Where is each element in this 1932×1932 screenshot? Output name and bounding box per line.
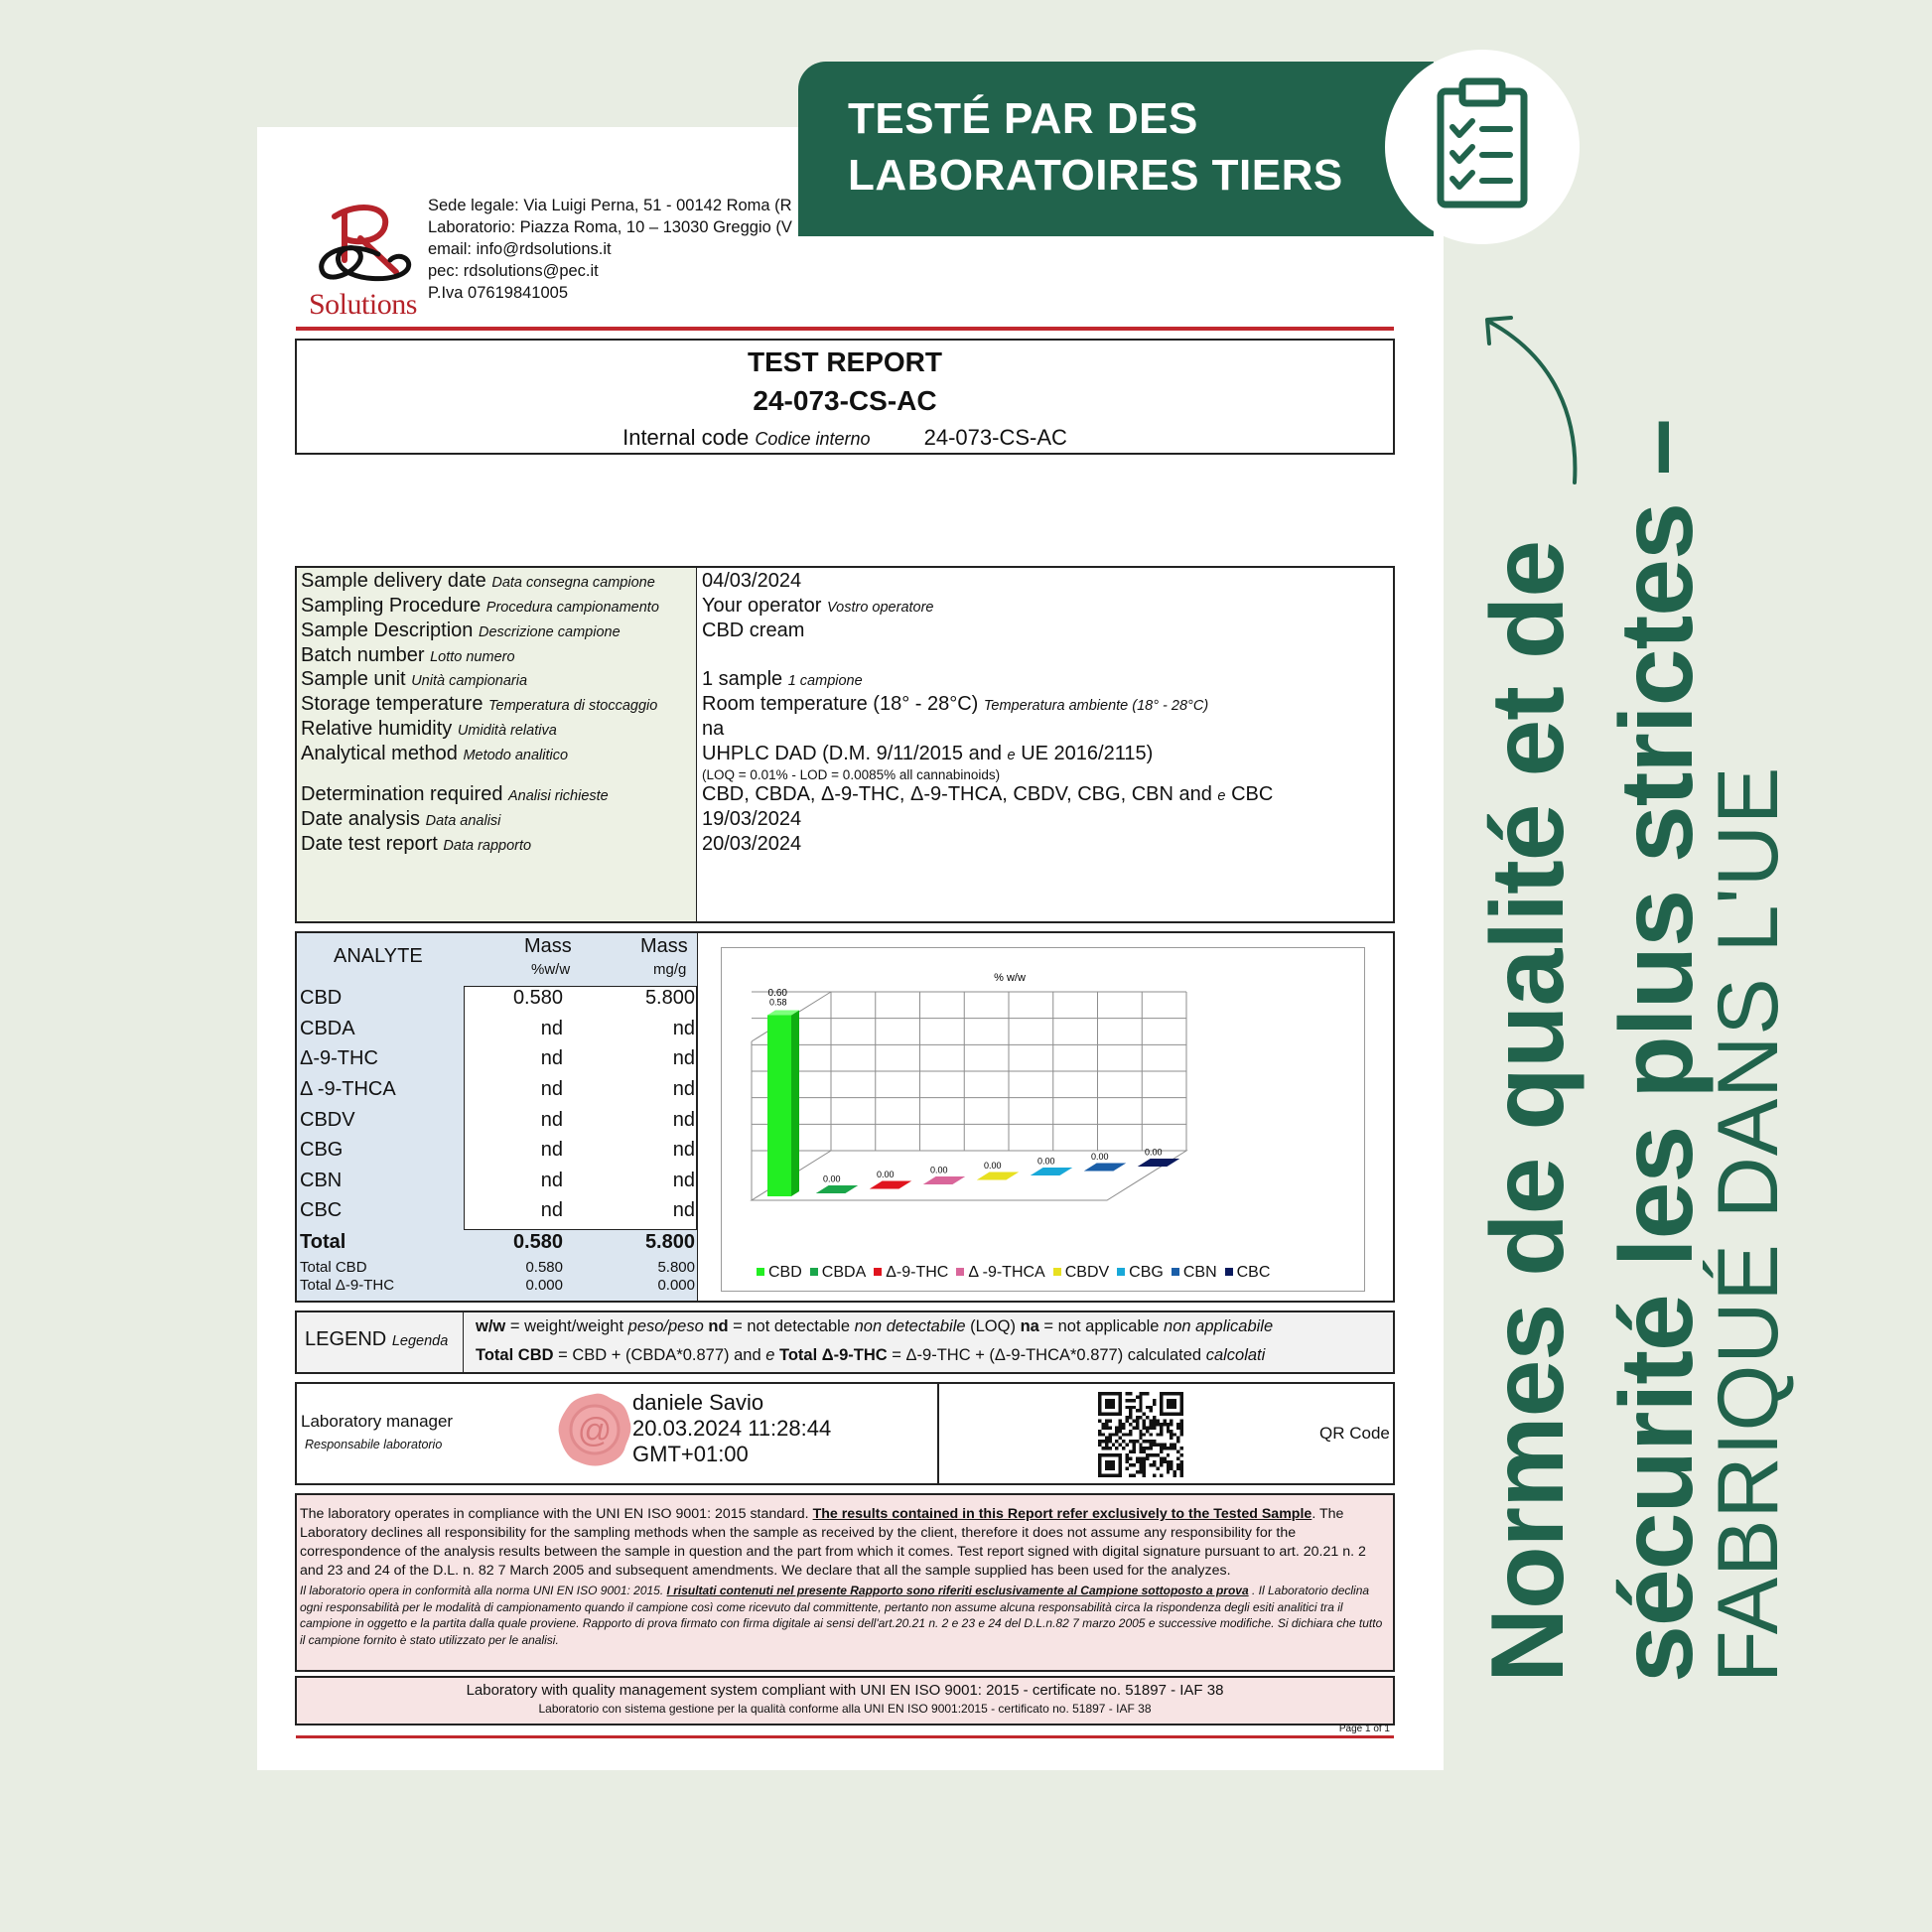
- report-title-box: [295, 339, 1395, 455]
- banner-line-2: LABORATOIRES TIERS: [848, 151, 1343, 200]
- info-row: [297, 783, 1393, 811]
- signature-timezone: GMT+01:00: [632, 1442, 749, 1466]
- analyte-row: [297, 1047, 697, 1077]
- mass-pct-value: nd: [540, 1170, 563, 1191]
- info-label: Determination required Analisi richieste: [301, 783, 609, 805]
- subtotal-pct: 0.000: [525, 1277, 563, 1294]
- bar-value-label: 0.00: [1091, 1152, 1109, 1162]
- info-label: Batch number Lotto numero: [301, 644, 515, 666]
- legend-entry-label: CBD: [768, 1264, 802, 1281]
- legend-swatch: [757, 1268, 764, 1276]
- legend-line-1: w/w = weight/weight peso/peso nd = not detectable non detectabile (LOQ) na = not applicable non applicabile: [476, 1317, 1274, 1335]
- info-label: Date test report Data rapporto: [301, 833, 532, 855]
- total-thc-row: [297, 1277, 697, 1295]
- certification-box: [295, 1676, 1395, 1725]
- info-label: Storage temperature Temperatura di stoccaggio: [301, 693, 658, 715]
- mass-mg-value: nd: [672, 1170, 695, 1191]
- analyte-row: [297, 987, 697, 1017]
- legend-entry: [874, 1264, 948, 1281]
- chart-legend: [757, 1264, 1278, 1282]
- info-row: [297, 833, 1393, 861]
- analyte-name: CBC: [300, 1199, 343, 1221]
- total-label: Total: [300, 1231, 346, 1253]
- legend-entry-label: CBDV: [1064, 1264, 1110, 1281]
- bar-side: [791, 1010, 799, 1196]
- mass-pct-value: nd: [540, 1139, 563, 1161]
- signature-datetime: 20.03.2024 11:28:44: [632, 1416, 832, 1441]
- bar-flat: [1035, 1170, 1067, 1174]
- info-value: Room temperature (18° - 28°C) Temperatura ambiente (18° - 28°C): [702, 693, 1209, 715]
- signer-name: daniele Savio: [632, 1390, 764, 1415]
- legend-entry-label: Δ-9-THC: [886, 1264, 949, 1281]
- bar-value-label: 0.00: [930, 1165, 948, 1175]
- cannabinoid-bar-chart: [721, 947, 1365, 1292]
- bar-flat: [875, 1182, 906, 1187]
- clipboard-badge: [1385, 50, 1580, 244]
- internal-code-value: 24-073-CS-AC: [923, 425, 1067, 450]
- manager-label-it: Responsabile laboratorio: [305, 1438, 443, 1451]
- lab-address-legal: Sede legale: Via Luigi Perna, 51 - 00142 Roma (R: [428, 197, 792, 214]
- mass-pct-value: nd: [540, 1018, 563, 1039]
- legend-entry: [1117, 1264, 1164, 1281]
- analyte-row: [297, 1199, 697, 1229]
- info-row: [297, 693, 1393, 721]
- bar-value-label: 0.00: [823, 1173, 841, 1184]
- info-label: Analytical method Metodo analitico: [301, 743, 569, 764]
- info-row: [297, 808, 1393, 836]
- mass-mg-value: nd: [672, 1078, 695, 1100]
- qr-code-label: QR Code: [1319, 1424, 1390, 1443]
- total-row: [297, 1231, 697, 1261]
- disclaimer-box: [295, 1493, 1395, 1672]
- legend-entry-label: CBG: [1129, 1264, 1164, 1281]
- bar-flat: [928, 1178, 960, 1183]
- info-row: [297, 718, 1393, 746]
- internal-code-label: Internal code: [622, 425, 750, 450]
- disclaimer-italian: Il laboratorio opera in conformità alla norma UNI EN ISO 9001: 2015. I risultati contenuti nel presente Rapporto sono riferiti esclusivamente al Campione sottoposto a prova . Il Laboratorio declina ogni responsabilità per le modalità di campionamento quando il campione così come ricevuto dal committente, pertanto non assume alcuna responsabilità circa la rispondenza degli esiti analitici tra il campione in oggetto e la partita dalla quale proviene. Rapporto di prova firmato con firma digitale ai sensi dell'art.20.21 n. 2 e 23 e 24 del D.L.n.82 7 marzo 2005 e successive modifiche. Si dichiara che tutto il campione fornito è stato utilizzato per le analisi.: [300, 1584, 1383, 1647]
- mass-pct-value: nd: [540, 1078, 563, 1100]
- info-value: 1 sample 1 campione: [702, 668, 863, 690]
- info-row: [297, 743, 1393, 770]
- legend-entry-label: Δ -9-THCA: [968, 1264, 1045, 1281]
- legend-entry: [1053, 1264, 1109, 1281]
- subtotal-mg: 5.800: [657, 1259, 695, 1276]
- legend-entry: [956, 1264, 1044, 1281]
- slogan-line-2: sécurité les plus strictes –: [1599, 419, 1715, 1683]
- slogan-line-3: FABRIQUÉ DANS L'UE: [1701, 765, 1796, 1683]
- disclaimer-english: The laboratory operates in compliance with the UNI EN ISO 9001: 2015 standard. The results contained in this Report refer exclusively to the Tested Sample. The Laboratory declines all responsibility for the sampling methods when the sample as received by the client, therefore it does not assume any responsibility for the correspondence of the analysis results between the sample in question and the part from which it comes. Test report signed with digital signature pursuant to art. 20.21 n. 2 and 23 and 24 of the D.L. n. 82 7 March 2005 and subsequent amendments. We declare that all the sample supplied has been used for the analyzes.: [300, 1506, 1366, 1579]
- mass-mg-value: nd: [672, 1139, 695, 1161]
- bar-front: [767, 1015, 791, 1196]
- legend-label: LEGEND Legenda: [305, 1328, 449, 1350]
- bar-flat: [1143, 1161, 1174, 1166]
- analyte-name: CBG: [300, 1139, 344, 1161]
- third-party-tested-banner: [798, 62, 1434, 236]
- analyte-name: CBN: [300, 1170, 343, 1191]
- total-mg: 5.800: [644, 1231, 695, 1253]
- legend-entry: [1225, 1264, 1271, 1281]
- lab-address-laboratory: Laboratorio: Piazza Roma, 10 – 13030 Greggio (V: [428, 218, 792, 236]
- legend-label-cell: [297, 1312, 464, 1372]
- legend-entry: [810, 1264, 866, 1281]
- svg-text:@: @: [577, 1412, 613, 1449]
- info-label: Sample unit Unità campionaria: [301, 668, 528, 690]
- analyte-name: CBDV: [300, 1109, 355, 1131]
- digital-signature-seal-icon: [555, 1390, 634, 1469]
- legend-swatch: [810, 1268, 818, 1276]
- mass-pct-value: nd: [540, 1109, 563, 1131]
- analyte-name: Δ-9-THC: [300, 1047, 378, 1069]
- bar-flat: [1089, 1165, 1121, 1170]
- info-row: [297, 620, 1393, 647]
- page-number: Page 1 of 1: [1338, 1724, 1390, 1734]
- bar-value-label: 0.00: [984, 1161, 1002, 1171]
- legend-swatch: [1172, 1268, 1179, 1276]
- bar-value-label: 0.00: [1037, 1156, 1055, 1167]
- info-value: na: [702, 718, 725, 740]
- curved-arrow-icon: [1469, 308, 1588, 486]
- mass-pct-header: Mass: [524, 935, 572, 957]
- qr-code-icon[interactable]: [1098, 1392, 1183, 1477]
- manager-label: Laboratory manager: [301, 1412, 454, 1431]
- internal-code-label-it: Codice interno: [755, 429, 871, 449]
- chart-canvas: [722, 948, 1364, 1291]
- mass-mg-value: 5.800: [644, 987, 695, 1009]
- analyte-header: ANALYTE: [334, 945, 423, 967]
- bar-value-label: 0.00: [1145, 1147, 1163, 1158]
- info-value: 19/03/2024: [702, 808, 802, 830]
- test-report-document: [257, 127, 1444, 1770]
- signature-box: [295, 1382, 1395, 1485]
- mass-mg-value: nd: [672, 1109, 695, 1131]
- slogan-line-1: Normes de qualité et de: [1470, 540, 1586, 1683]
- info-row: [297, 668, 1393, 696]
- legend-entry: [1172, 1264, 1217, 1281]
- certification-english: Laboratory with quality management system compliant with UNI EN ISO 9001: 2015 - certificate no. 51897 - IAF 38: [466, 1682, 1224, 1699]
- legend-swatch: [1117, 1268, 1125, 1276]
- report-code: 24-073-CS-AC: [753, 385, 937, 416]
- certification-italian: Laboratorio con sistema gestione per la qualità conforme alla UNI EN ISO 9001:2015 - certificato no. 51897 - IAF 38: [538, 1702, 1152, 1716]
- info-label: Sampling Procedure Procedura campionamento: [301, 595, 659, 617]
- info-label: Date analysis Data analisi: [301, 808, 501, 830]
- mass-pct-unit: %w/w: [531, 961, 571, 978]
- legend-entry-label: CBN: [1182, 1264, 1217, 1281]
- lab-vat: P.Iva 07619841005: [428, 284, 568, 302]
- legend-swatch: [1225, 1268, 1233, 1276]
- legend-entry-label: CBDA: [821, 1264, 867, 1281]
- info-value: 20/03/2024: [702, 833, 802, 855]
- analyte-row: [297, 1170, 697, 1199]
- lab-pec: pec: rdsolutions@pec.it: [428, 262, 599, 280]
- mass-pct-value: 0.580: [512, 987, 563, 1009]
- footer-divider: [296, 1735, 1394, 1738]
- lab-email: email: info@rdsolutions.it: [428, 240, 612, 258]
- info-value: CBD cream: [702, 620, 805, 641]
- analyte-results-box: [295, 931, 1395, 1303]
- analyte-name: Δ -9-THCA: [300, 1078, 396, 1100]
- sample-info-table: [295, 566, 1395, 923]
- legend-swatch: [956, 1268, 964, 1276]
- info-row: [297, 595, 1393, 622]
- analyte-row: [297, 1018, 697, 1047]
- legend-swatch: [1053, 1268, 1061, 1276]
- clipboard-checklist-icon: [1385, 50, 1580, 244]
- legend-entry: [757, 1264, 802, 1281]
- mass-mg-unit: mg/g: [653, 961, 687, 978]
- info-label: Sample delivery date Data consegna campione: [301, 570, 655, 592]
- report-title: TEST REPORT: [747, 346, 942, 377]
- signature-divider: [937, 1384, 939, 1483]
- analyte-table: [297, 933, 698, 1301]
- subtotal-label: Total CBD: [300, 1259, 367, 1276]
- info-value: UHPLC DAD (D.M. 9/11/2015 and e UE 2016/2115): [702, 743, 1154, 764]
- analyte-row: [297, 1078, 697, 1108]
- total-cbd-row: [297, 1259, 697, 1277]
- analyte-row: [297, 1139, 697, 1169]
- y-tick-label: 0.60: [767, 988, 787, 999]
- subtotal-label: Total Δ-9-THC: [300, 1277, 395, 1294]
- banner-line-1: TESTÉ PAR DES: [848, 94, 1198, 143]
- analyte-row: [297, 1109, 697, 1139]
- info-label: Sample Description Descrizione campione: [301, 620, 621, 641]
- legend-line-2: Total CBD = CBD + (CBDA*0.877) and e Total Δ-9-THC = Δ-9-THC + (Δ-9-THCA*0.877) calculated calcolati: [476, 1346, 1266, 1364]
- info-value: 04/03/2024: [702, 570, 802, 592]
- chart-title: % w/w: [994, 972, 1026, 984]
- info-label: Relative humidity Umidità relativa: [301, 718, 557, 740]
- bar-flat: [982, 1173, 1014, 1178]
- legend-box: [295, 1311, 1395, 1374]
- info-row: [297, 570, 1393, 598]
- info-value: Your operator Vostro operatore: [702, 595, 934, 617]
- bar-value-label: 0.00: [877, 1170, 895, 1179]
- mass-mg-header: Mass: [640, 935, 688, 957]
- legend-swatch: [874, 1268, 882, 1276]
- internal-code: [297, 425, 1393, 451]
- header-divider: [296, 327, 1394, 331]
- loq-note: (LOQ = 0.01% - LOD = 0.0085% all cannabinoids): [702, 767, 1001, 782]
- mass-pct-value: nd: [540, 1047, 563, 1069]
- bar-value-label: 0.58: [769, 997, 787, 1008]
- mass-mg-value: nd: [672, 1047, 695, 1069]
- subtotal-pct: 0.580: [525, 1259, 563, 1276]
- analyte-name: CBD: [300, 987, 343, 1009]
- subtotal-mg: 0.000: [657, 1277, 695, 1294]
- bar-flat: [821, 1187, 853, 1192]
- total-pct: 0.580: [512, 1231, 563, 1253]
- info-value: CBD, CBDA, Δ-9-THC, Δ-9-THCA, CBDV, CBG, CBN and e CBC: [702, 783, 1274, 805]
- logo-wordmark: Solutions: [309, 288, 417, 321]
- legend-entry-label: CBC: [1236, 1264, 1271, 1281]
- mass-mg-value: nd: [672, 1018, 695, 1039]
- mass-mg-value: nd: [672, 1199, 695, 1221]
- mass-pct-value: nd: [540, 1199, 563, 1221]
- analyte-name: CBDA: [300, 1018, 355, 1039]
